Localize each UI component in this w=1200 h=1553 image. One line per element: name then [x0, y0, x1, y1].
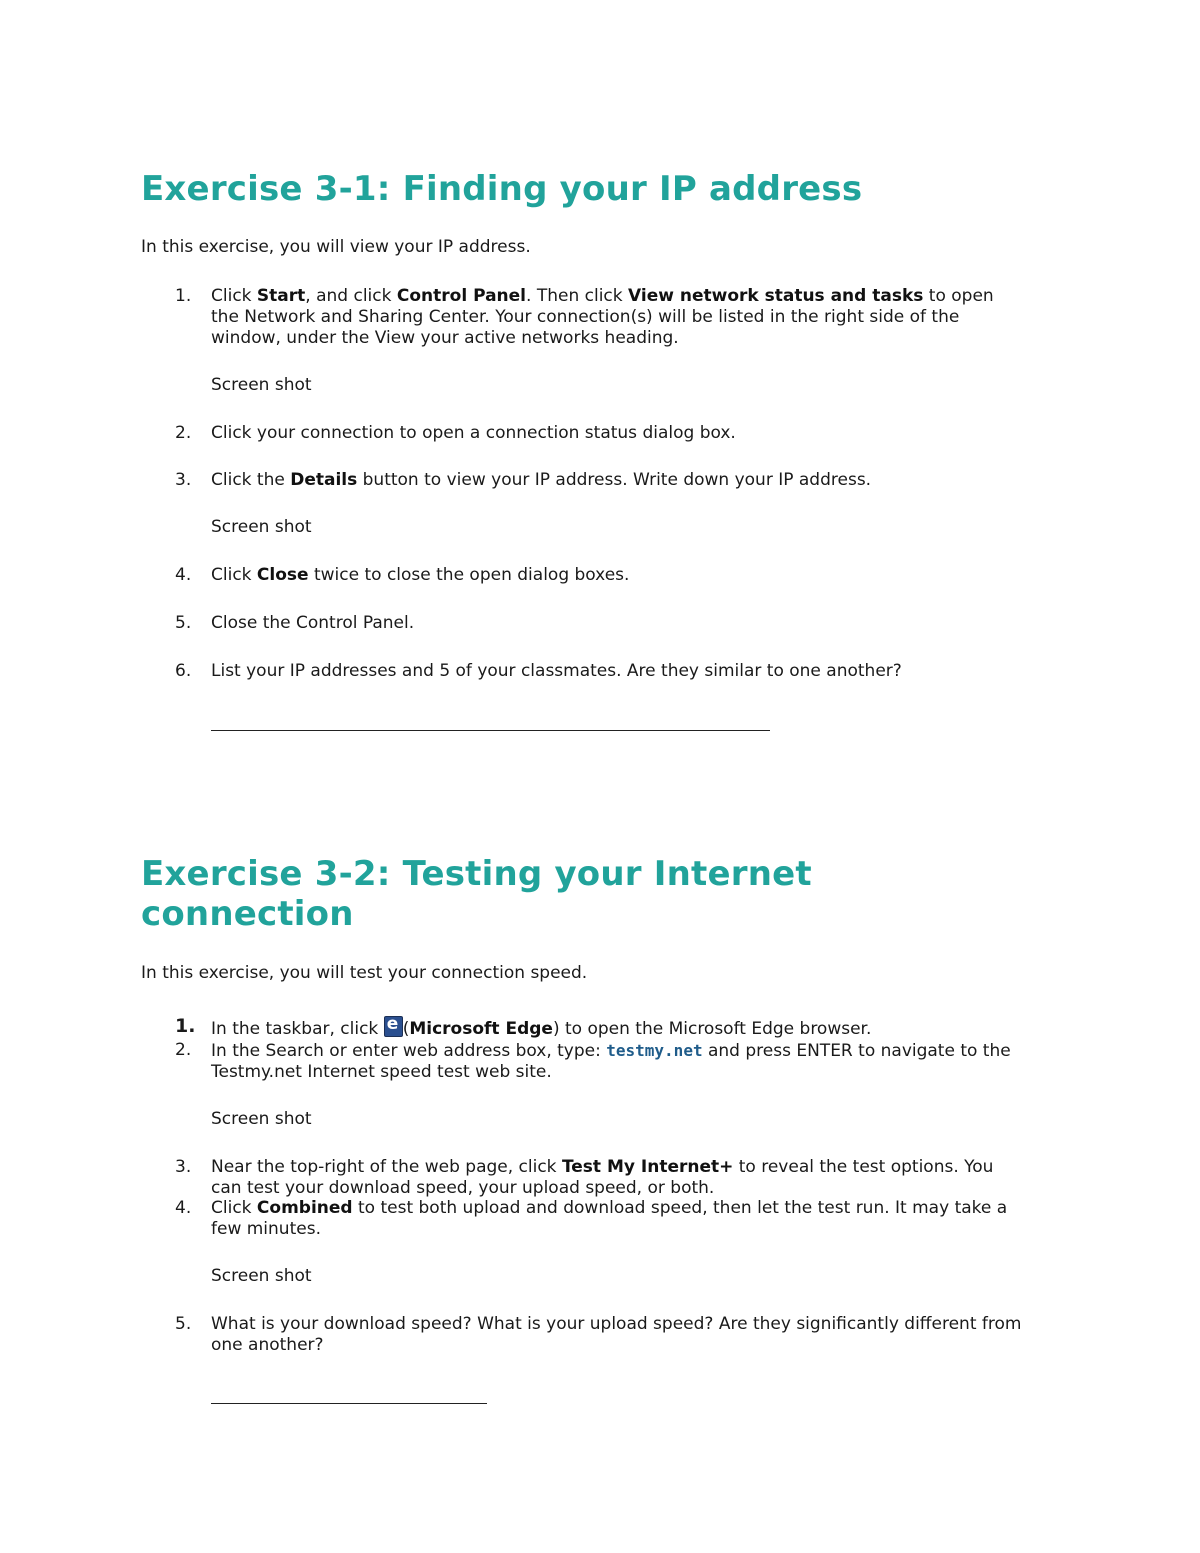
list-text: Near the top-right of the web page, click Test My Internet+ to reveal the test options. You can test your download speed, your upload speed, or both. [211, 1157, 994, 1198]
ui-term: Microsoft Edge [409, 1019, 553, 1039]
list-number: 5. [175, 1314, 192, 1334]
list-number: 3. [175, 1157, 192, 1177]
ui-term: Start [256, 286, 306, 306]
edge-browser-icon [384, 1016, 403, 1037]
list-text: Click Start, and click Control Panel. Then click View network status and tasks to open the Network and Sharing Center. Your connection(s) will be listed in the right side of the window, under the View your active networks heading. [211, 286, 994, 348]
screenshot-placeholder: Screen shot [211, 375, 312, 395]
list-text: List your IP addresses and 5 of your classmates. Are they similar to one another? [211, 661, 902, 681]
list-number: 3. [175, 470, 192, 490]
ui-term: Details [290, 470, 358, 490]
list-number: 4. [175, 1198, 192, 1218]
list-number: 2. [175, 423, 192, 443]
list-number: 2. [175, 1040, 192, 1060]
exercise-3-2-intro: In this exercise, you will test your connection speed. [141, 963, 588, 983]
screenshot-placeholder: Screen shot [211, 517, 312, 537]
ui-term: Close [256, 565, 309, 585]
ui-term: Combined [256, 1198, 353, 1218]
list-number: 4. [175, 565, 192, 585]
list-text: Close the Control Panel. [211, 613, 415, 633]
ui-term: Control Panel [396, 286, 527, 306]
list-number: 6. [175, 661, 192, 681]
list-number: 1. [175, 1015, 196, 1037]
list-text: In the taskbar, click e(Microsoft Edge) to open the Microsoft Edge browser. [211, 1016, 1061, 1040]
answer-line[interactable] [211, 730, 770, 731]
exercise-3-1-heading: Exercise 3-1: Finding your IP address [141, 169, 863, 209]
ui-term: Test My Internet+ [561, 1157, 734, 1177]
list-text: Click your connection to open a connection status dialog box. [211, 423, 736, 443]
list-text: In the Search or enter web address box, type: testmy.net and press ENTER to navigate to the Testmy.net Internet speed test web site. [211, 1041, 1011, 1082]
list-text: Click Combined to test both upload and download speed, then let the test run. It may take a few minutes. [211, 1198, 1008, 1239]
url-code: testmy.net [606, 1041, 703, 1060]
screenshot-placeholder: Screen shot [211, 1109, 312, 1129]
list-text: Click the Details button to view your IP address. Write down your IP address. [211, 470, 872, 490]
exercise-3-1-intro: In this exercise, you will view your IP address. [141, 237, 531, 257]
ui-term: View network status and tasks [628, 286, 924, 306]
list-text: What is your download speed? What is your upload speed? Are they significantly different from one another? [211, 1314, 1022, 1355]
list-number: 5. [175, 613, 192, 633]
list-number: 1. [175, 286, 192, 306]
exercise-3-2-heading: Exercise 3-2: Testing your Internet connection [141, 854, 812, 934]
list-text: Click Close twice to close the open dialog boxes. [211, 565, 630, 585]
screenshot-placeholder: Screen shot [211, 1266, 312, 1286]
answer-line[interactable] [211, 1403, 487, 1404]
